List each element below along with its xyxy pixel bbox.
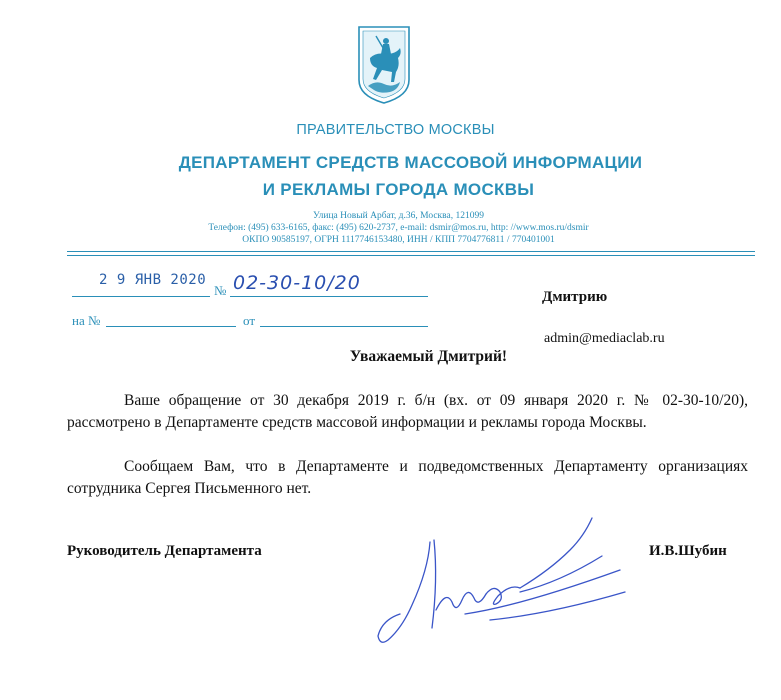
department-title-line2: И РЕКЛАМЫ ГОРОДА МОСКВЫ <box>262 180 535 199</box>
reply-to-underline <box>106 326 236 327</box>
letter-paragraph-1: Ваше обращение от 30 декабря 2019 г. б/н (вх. от 09 января 2020 г. № 02-30-10/20), рассмотрено в Департаменте средств массовой информации и рекламы города Москвы. <box>67 392 748 431</box>
header-divider-2 <box>67 255 755 256</box>
letter-paragraph-2: Сообщаем Вам, что в Департаменте и подведомственных Департаменту организациях сотрудника Сергея Письменного нет. <box>67 458 748 497</box>
outgoing-number: 02-30-10/20 <box>233 272 361 294</box>
number-label: № <box>214 283 227 298</box>
moscow-coat-of-arms-icon <box>356 24 412 106</box>
recipient-email: admin@mediaclab.ru <box>544 331 665 346</box>
signer-title: Руководитель Департамента <box>67 543 262 559</box>
reply-to-label: на № <box>72 313 101 328</box>
recipient-name: Дмитрию <box>542 289 608 305</box>
date-stamp: 2 9 ЯНВ 2020 <box>99 272 207 288</box>
address-line: Улица Новый Арбат, д.36, Москва, 121099 <box>312 211 484 221</box>
header-divider <box>67 251 755 252</box>
date-underline <box>72 296 210 297</box>
salutation: Уважаемый Дмитрий! <box>349 348 508 365</box>
from-underline <box>260 326 428 327</box>
handwritten-signature <box>370 510 630 650</box>
registry-line: ОКПО 90585197, ОГРН 1117746153480, ИНН / КПП 7704776811 / 770401001 <box>242 235 555 245</box>
contacts-line: Телефон: (495) 633-6165, факс: (495) 620-2737, e-mail: dsmir@mos.ru, http: //www.mos.ru/dsmir <box>208 223 589 233</box>
number-underline <box>230 296 428 297</box>
department-title-line1: ДЕПАРТАМЕНТ СРЕДСТВ МАССОВОЙ ИНФОРМАЦИИ <box>178 153 643 172</box>
government-title: ПРАВИТЕЛЬСТВО МОСКВЫ <box>296 122 495 138</box>
signer-name: И.В.Шубин <box>649 543 727 559</box>
from-label: от <box>243 313 256 328</box>
